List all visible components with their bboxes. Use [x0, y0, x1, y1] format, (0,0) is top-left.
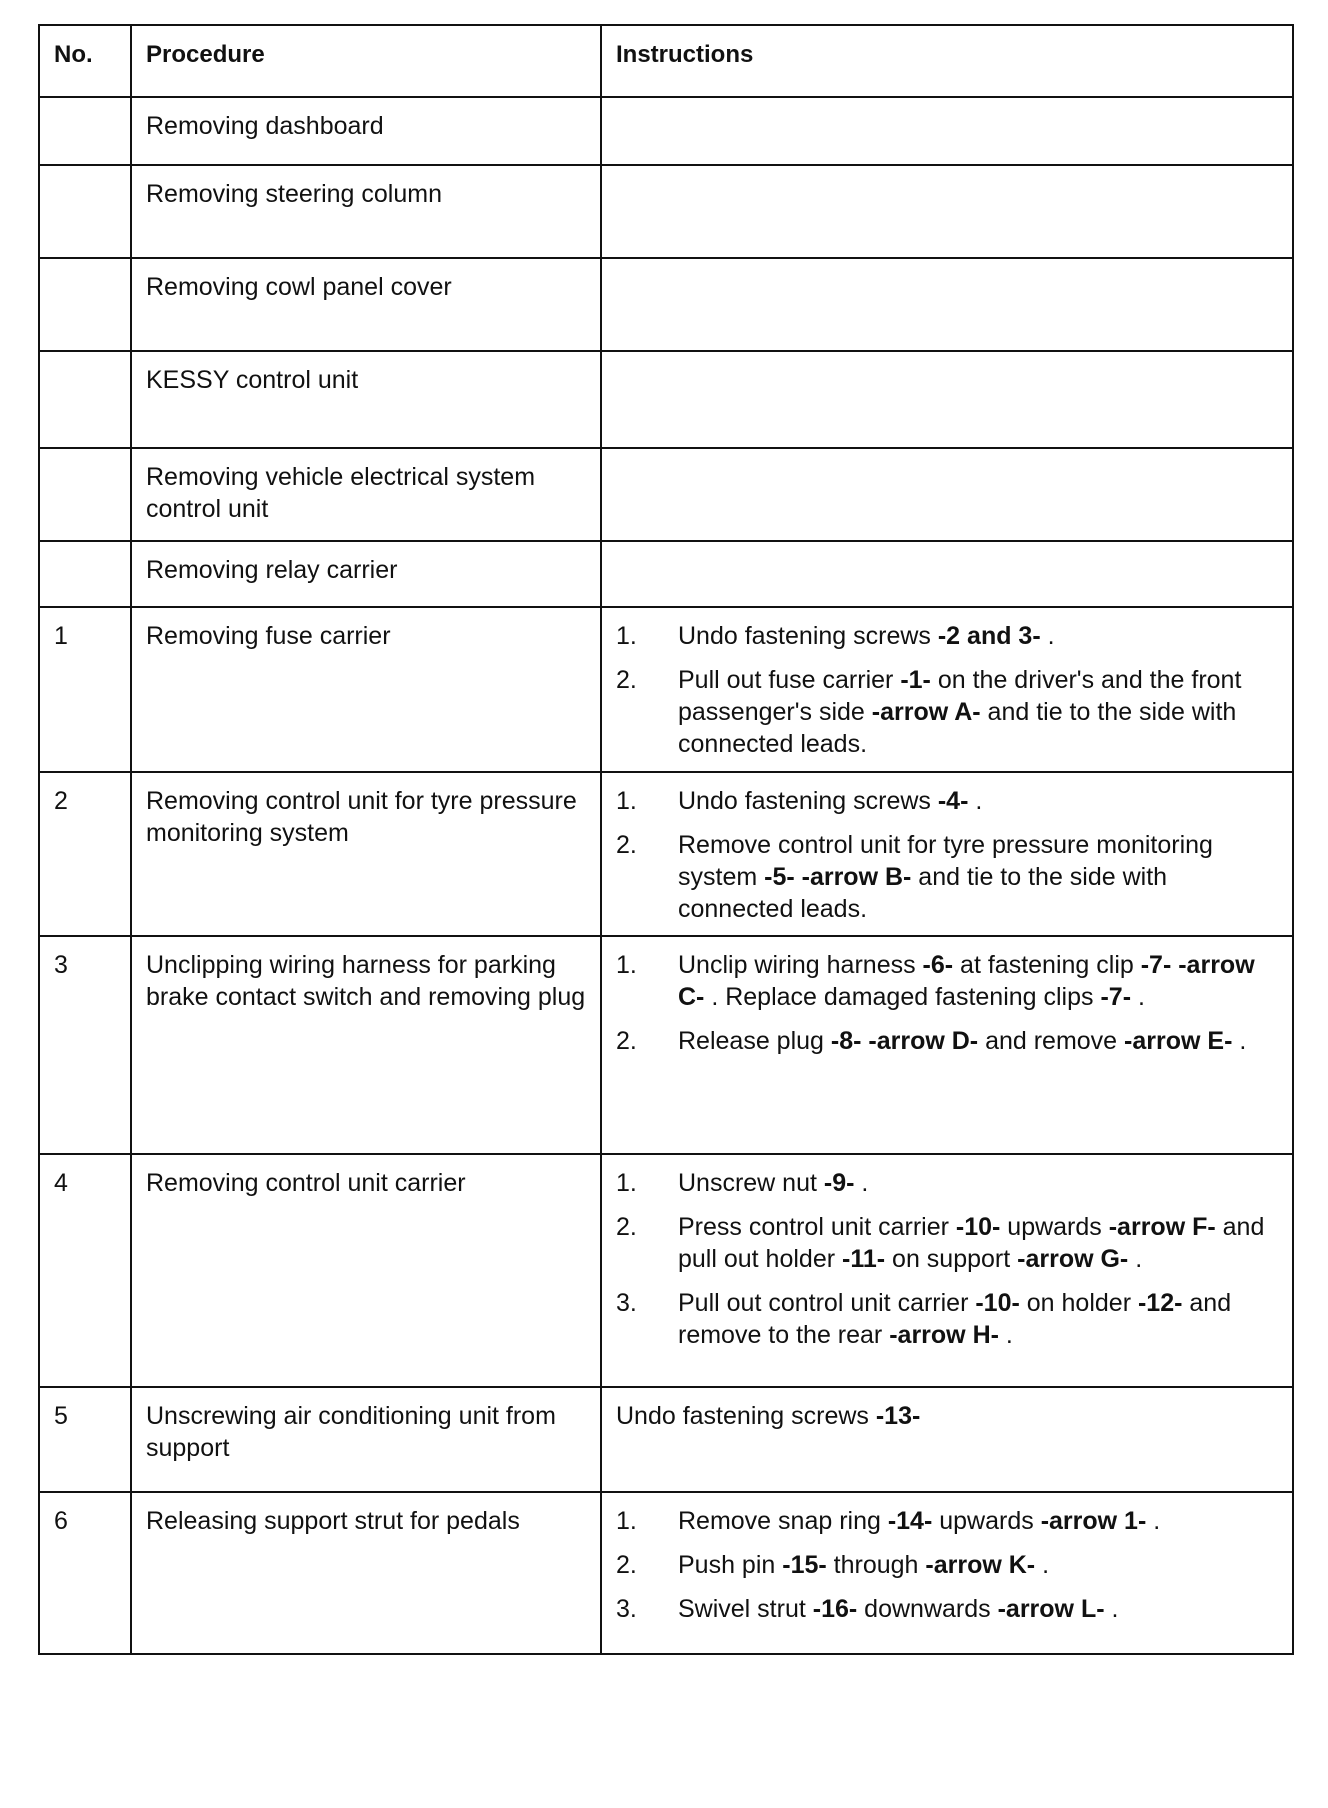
- list-item: [616, 1025, 1278, 1057]
- instruction-text: Undo fastening screws: [678, 787, 938, 815]
- instruction-text: Unscrew nut: [678, 1169, 824, 1197]
- step-text: [678, 1287, 1278, 1351]
- reference-label: -5- -arrow B-: [764, 863, 912, 891]
- reference-label: -7- -arrow C-: [678, 951, 1255, 1011]
- cell-no: [39, 97, 131, 165]
- reference-label: -12-: [1137, 1289, 1183, 1317]
- instruction-text: .: [1128, 1245, 1143, 1273]
- reference-label: -10-: [975, 1289, 1020, 1317]
- list-item: [616, 1593, 1278, 1625]
- instruction-steps: [616, 1167, 1278, 1351]
- cell-instructions: [601, 1492, 1293, 1654]
- instruction-text: on holder: [1019, 1289, 1138, 1317]
- instruction-text: and remove: [978, 1027, 1125, 1055]
- cell-procedure: Removing fuse carrier: [131, 607, 601, 772]
- reference-label: -arrow 1-: [1040, 1507, 1147, 1535]
- cell-no: [39, 541, 131, 607]
- instruction-text: .: [854, 1169, 869, 1197]
- instruction-text: Remove control unit for tyre pressure monitoring system: [678, 831, 1213, 891]
- instruction-text: downwards: [857, 1595, 998, 1623]
- table-row: [39, 97, 1293, 165]
- cell-instructions: [601, 165, 1293, 258]
- list-item: [616, 1505, 1278, 1537]
- instruction-text: at fastening clip: [953, 951, 1141, 979]
- instruction-text: on the driver's and the front passenger's side: [678, 666, 1242, 726]
- step-text: [678, 1549, 1278, 1581]
- step-number: 3.: [616, 1289, 637, 1317]
- step-number: 2.: [616, 1551, 637, 1579]
- instruction-steps: [616, 785, 1278, 925]
- instruction-text: .: [1146, 1507, 1161, 1535]
- table-row: [39, 607, 1293, 772]
- table-row: [39, 541, 1293, 607]
- instruction-text: through: [826, 1551, 926, 1579]
- instruction-text: .: [1035, 1551, 1050, 1579]
- instruction-text: .: [1131, 983, 1145, 1011]
- instruction-text: Pull out fuse carrier: [678, 666, 901, 694]
- cell-procedure: Removing dashboard: [131, 97, 601, 165]
- instruction-text: Press control unit carrier: [678, 1213, 956, 1241]
- list-item: [616, 1211, 1278, 1275]
- list-item: [616, 949, 1278, 1013]
- step-number: 1.: [616, 622, 637, 650]
- step-text: [678, 1167, 1278, 1199]
- reference-label: -arrow K-: [925, 1551, 1036, 1579]
- step-number: 2.: [616, 1027, 637, 1055]
- cell-procedure: Unscrewing air conditioning unit from support: [131, 1387, 601, 1492]
- table-row: [39, 936, 1293, 1154]
- cell-instructions: [601, 1154, 1293, 1387]
- reference-label: -arrow H-: [889, 1321, 999, 1349]
- reference-label: -4-: [937, 787, 969, 815]
- cell-no: 6: [39, 1492, 131, 1654]
- table-header-row: [39, 25, 1293, 97]
- instruction-text: Pull out control unit carrier: [678, 1289, 976, 1317]
- instruction-text: .: [1040, 622, 1055, 650]
- instruction-steps: [616, 620, 1278, 760]
- instruction-text: upwards: [932, 1507, 1041, 1535]
- instruction-text: Swivel strut: [678, 1595, 813, 1623]
- list-item: [616, 1549, 1278, 1581]
- step-number: 1.: [616, 951, 637, 979]
- step-text: [678, 949, 1278, 1013]
- cell-procedure: Removing steering column: [131, 165, 601, 258]
- instruction-text: . Replace damaged fastening clips: [704, 983, 1101, 1011]
- cell-procedure: Releasing support strut for pedals: [131, 1492, 601, 1654]
- cell-instructions: [601, 1387, 1293, 1492]
- cell-procedure: Removing vehicle electrical system control unit: [131, 448, 601, 541]
- step-number: 1.: [616, 1169, 637, 1197]
- instruction-text: Release plug: [678, 1027, 831, 1055]
- list-item: [616, 829, 1278, 925]
- reference-label: -1-: [900, 666, 931, 694]
- step-text: [678, 785, 1278, 817]
- cell-procedure: KESSY control unit: [131, 351, 601, 448]
- list-item: [616, 620, 1278, 652]
- cell-no: [39, 448, 131, 541]
- cell-procedure: Removing control unit carrier: [131, 1154, 601, 1387]
- step-text: [678, 620, 1278, 652]
- cell-procedure: Removing relay carrier: [131, 541, 601, 607]
- reference-label: -9-: [823, 1169, 855, 1197]
- reference-label: -7-: [1100, 983, 1132, 1011]
- instruction-text: Remove snap ring: [678, 1507, 888, 1535]
- reference-label: -2 and 3-: [937, 622, 1041, 650]
- reference-label: -arrow A-: [871, 698, 981, 726]
- step-number: 1.: [616, 1507, 637, 1535]
- list-item: [616, 785, 1278, 817]
- reference-label: -16-: [812, 1595, 858, 1623]
- reference-label: -6-: [922, 951, 954, 979]
- table-row: [39, 1387, 1293, 1492]
- instruction-text: Push pin: [678, 1551, 783, 1579]
- step-text: [678, 1593, 1278, 1625]
- step-number: 3.: [616, 1595, 637, 1623]
- cell-instructions: [601, 936, 1293, 1154]
- reference-label: -14-: [887, 1507, 933, 1535]
- instruction-text: and pull out holder: [678, 1213, 1265, 1273]
- list-item: [616, 1167, 1278, 1199]
- step-text: [678, 1025, 1278, 1057]
- cell-instructions: [601, 541, 1293, 607]
- instruction-text: upwards: [1000, 1213, 1109, 1241]
- cell-no: [39, 165, 131, 258]
- cell-no: [39, 258, 131, 351]
- reference-label: -8- -arrow D-: [830, 1027, 979, 1055]
- step-text: [678, 1505, 1278, 1537]
- instruction-text: .: [1232, 1027, 1247, 1055]
- cell-no: 5: [39, 1387, 131, 1492]
- cell-instructions: [601, 772, 1293, 936]
- table-row: [39, 448, 1293, 541]
- instruction-text: Unclip wiring harness: [678, 951, 923, 979]
- reference-label: -arrow F-: [1108, 1213, 1216, 1241]
- header-instructions: Instructions: [601, 25, 1293, 97]
- cell-no: 3: [39, 936, 131, 1154]
- table-row: [39, 258, 1293, 351]
- reference-label: -arrow L-: [997, 1595, 1105, 1623]
- step-number: 1.: [616, 787, 637, 815]
- instruction-text: and tie to the side with connected leads.: [678, 863, 1168, 923]
- cell-no: 4: [39, 1154, 131, 1387]
- instruction-text: and remove to the rear: [678, 1289, 1232, 1349]
- table-row: [39, 351, 1293, 448]
- reference-label: -13-: [875, 1402, 921, 1430]
- step-text: [678, 829, 1278, 925]
- step-number: 2.: [616, 1213, 637, 1241]
- header-procedure: Procedure: [131, 25, 601, 97]
- table-row: [39, 1154, 1293, 1387]
- cell-procedure: Removing control unit for tyre pressure monitoring system: [131, 772, 601, 936]
- step-number: 2.: [616, 666, 637, 694]
- instruction-text: Undo fastening screws: [616, 1402, 876, 1430]
- instruction-steps: [616, 1505, 1278, 1625]
- cell-no: 1: [39, 607, 131, 772]
- cell-procedure: Unclipping wiring harness for parking brake contact switch and removing plug: [131, 936, 601, 1154]
- cell-no: [39, 351, 131, 448]
- step-number: 2.: [616, 831, 637, 859]
- cell-instructions: [601, 258, 1293, 351]
- instruction-text: on support: [885, 1245, 1018, 1273]
- table-row: [39, 1492, 1293, 1654]
- instruction-text: Undo fastening screws: [678, 622, 938, 650]
- step-text: [678, 1211, 1278, 1275]
- table-row: [39, 165, 1293, 258]
- cell-instructions: [601, 97, 1293, 165]
- procedure-table: [38, 24, 1294, 1655]
- reference-label: -15-: [782, 1551, 827, 1579]
- cell-instructions: [601, 351, 1293, 448]
- header-no: No.: [39, 25, 131, 97]
- reference-label: -arrow G-: [1017, 1245, 1129, 1273]
- cell-instructions: [601, 448, 1293, 541]
- instruction-line: [616, 1402, 920, 1430]
- cell-procedure: Removing cowl panel cover: [131, 258, 601, 351]
- cell-instructions: [601, 607, 1293, 772]
- instruction-text: and tie to the side with connected leads.: [678, 698, 1237, 758]
- reference-label: -arrow E-: [1124, 1027, 1233, 1055]
- instruction-text: .: [1104, 1595, 1119, 1623]
- instruction-text: .: [998, 1321, 1013, 1349]
- table-row: [39, 772, 1293, 936]
- list-item: [616, 664, 1278, 760]
- step-text: [678, 664, 1278, 760]
- cell-no: 2: [39, 772, 131, 936]
- instruction-text: .: [968, 787, 983, 815]
- list-item: [616, 1287, 1278, 1351]
- reference-label: -10-: [955, 1213, 1001, 1241]
- instruction-steps: [616, 949, 1278, 1057]
- reference-label: -11-: [842, 1245, 886, 1273]
